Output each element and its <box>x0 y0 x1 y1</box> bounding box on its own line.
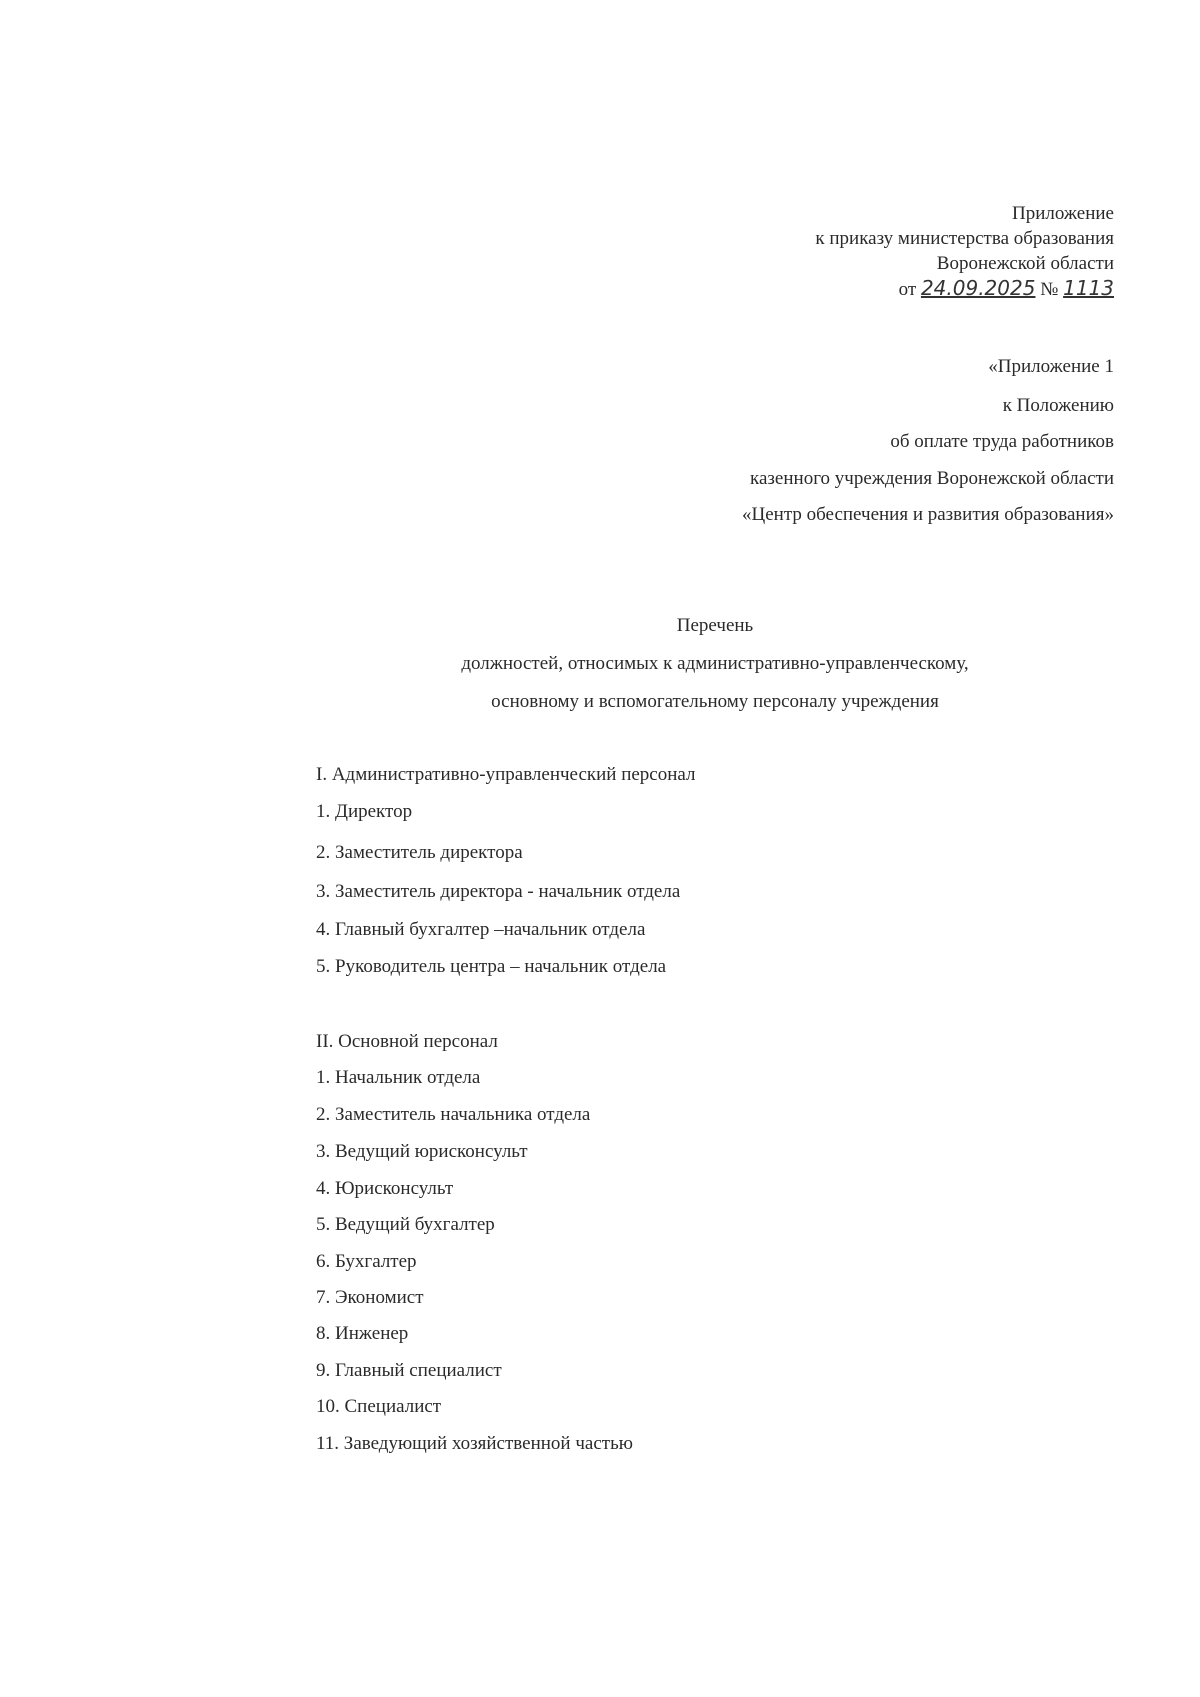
section-heading: I. Административно-управленческий персонал <box>316 764 696 785</box>
appendix-header-line: об оплате труда работников <box>890 431 1114 452</box>
list-item: 4. Главный бухгалтер –начальник отдела <box>316 919 646 940</box>
handwritten-number: 1113 <box>1063 276 1114 300</box>
list-item: 4. Юрисконсульт <box>316 1178 454 1199</box>
order-header-line: Приложение <box>1012 203 1114 224</box>
appendix-header-line: казенного учреждения Воронежской области <box>750 468 1114 489</box>
number-prefix: № <box>1040 279 1059 300</box>
order-date-line <box>899 276 1114 301</box>
list-item: 7. Экономист <box>316 1287 424 1308</box>
order-header-line: к приказу министерства образования <box>815 228 1114 249</box>
list-item: 1. Начальник отдела <box>316 1067 481 1088</box>
appendix-header-line: к Положению <box>1002 395 1114 416</box>
order-header-line: Воронежской области <box>936 253 1114 274</box>
appendix-header-line: «Приложение 1 <box>988 356 1114 377</box>
list-item: 2. Заместитель начальника отдела <box>316 1104 591 1125</box>
list-item: 2. Заместитель директора <box>316 842 523 863</box>
appendix-header-line: «Центр обеспечения и развития образования» <box>742 504 1114 525</box>
list-item: 10. Специалист <box>316 1396 442 1417</box>
list-item: 6. Бухгалтер <box>316 1251 417 1272</box>
list-item: 9. Главный специалист <box>316 1360 502 1381</box>
document-subtitle: основному и вспомогательному персоналу учреждения <box>491 691 939 712</box>
list-item: 1. Директор <box>316 801 413 822</box>
section-heading: II. Основной персонал <box>316 1031 498 1052</box>
list-item: 3. Заместитель директора - начальник отдела <box>316 881 681 902</box>
list-item: 3. Ведущий юрисконсульт <box>316 1141 528 1162</box>
handwritten-date: 24.09.2025 <box>920 276 1036 300</box>
list-item: 5. Руководитель центра – начальник отдела <box>316 956 667 977</box>
date-prefix: от <box>898 279 917 300</box>
list-item: 8. Инженер <box>316 1323 409 1344</box>
document-subtitle: должностей, относимых к административно-управленческому, <box>461 653 969 674</box>
list-item: 5. Ведущий бухгалтер <box>316 1214 495 1235</box>
list-item: 11. Заведующий хозяйственной частью <box>316 1433 633 1454</box>
document-title: Перечень <box>676 615 754 636</box>
